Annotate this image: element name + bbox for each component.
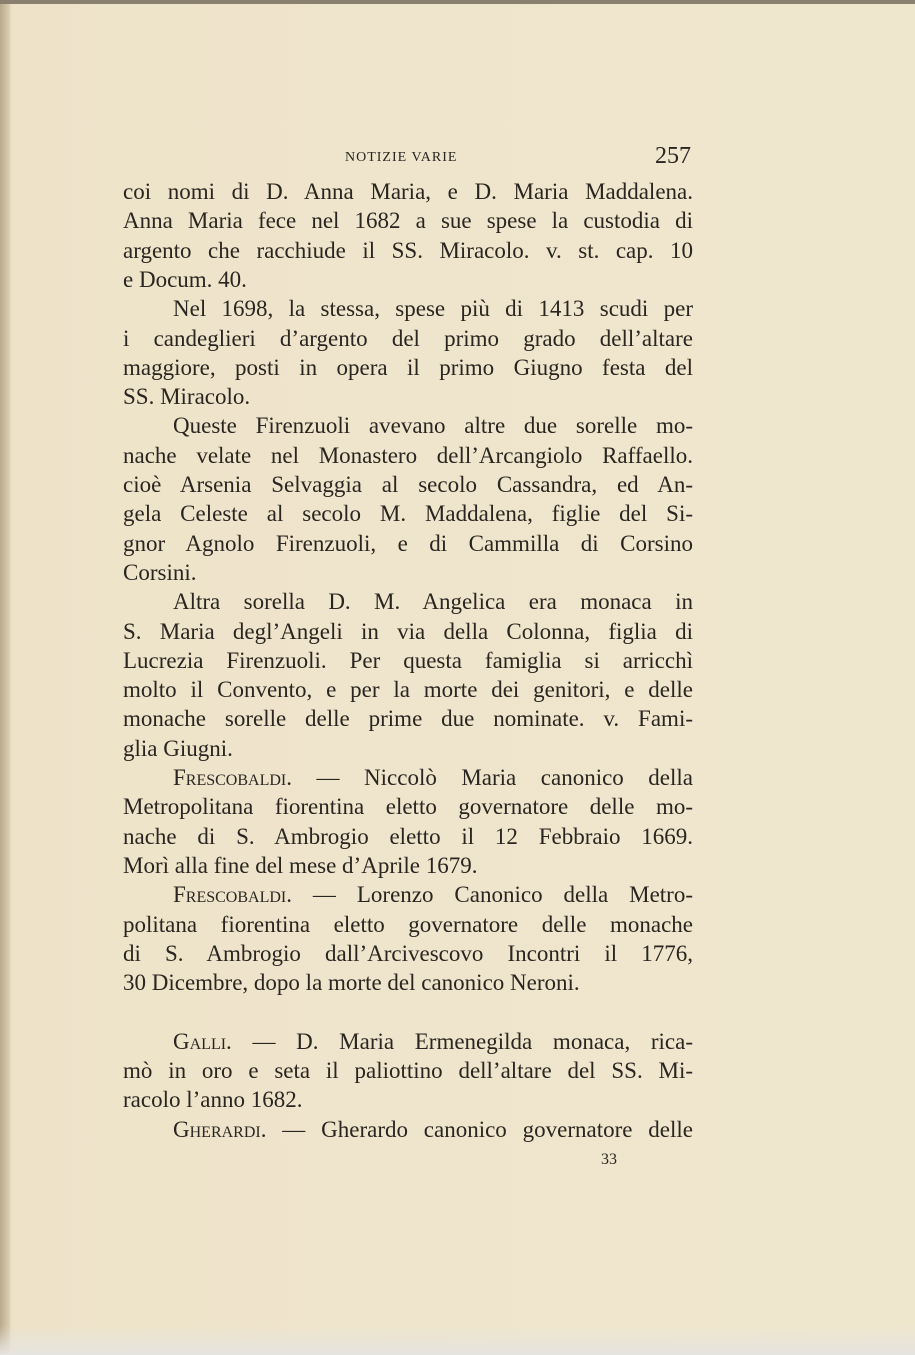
page-number: 257 [655,143,691,169]
line-text: politana fiorentina eletto governatore delle monache [123,911,693,937]
text-line [123,851,693,880]
text-line [123,265,693,294]
text-line [123,324,693,353]
line-text: mò in oro e seta il paliottino dell’altare del SS. Mi- [123,1058,693,1083]
line-text: e Docum. 40. [123,266,247,292]
text-line [123,558,693,587]
text-line [123,1056,693,1085]
line-text: argento che racchiude il SS. Miracolo. v. st. cap. 10 [123,237,693,263]
line-text: racolo l’anno 1682. [123,1087,303,1113]
text-line [123,910,693,939]
signature-mark: 33 [601,1151,617,1168]
text-line [123,734,693,763]
entry-surname: Galli. [173,1028,232,1054]
line-text: monache sorelle delle prime due nominate. v. Fami- [123,706,693,732]
text-line [123,353,693,382]
scan-bottom-edge [0,1325,915,1355]
entry-surname: Frescobaldi. [173,882,292,908]
text-line [123,792,693,821]
line-text: Metropolitana fiorentina eletto governatore delle mo- [123,794,693,820]
text-line [123,704,693,733]
scan-border [0,0,915,4]
line-text: — D. Maria Ermenegilda monaca, rica- [231,1028,693,1054]
text-line [123,763,693,792]
text-line [123,177,693,206]
text-line [123,441,693,470]
line-text: i candeglieri d’argento del primo grado dell’altare [123,325,693,351]
line-text: glia Giugni. [123,735,233,761]
line-text: — Gherardo canonico governatore delle [266,1116,693,1142]
line-text: Anna Maria fece nel 1682 a sue spese la custodia di [123,208,693,234]
text-line [123,470,693,499]
line-text: nache di S. Ambrogio eletto il 12 Febbraio 1669. [123,823,693,849]
line-text: Queste Firenzuoli avevano altre due sorelle mo- [173,413,693,439]
text-line [123,617,693,646]
entry-surname: Frescobaldi. [173,765,292,790]
text-line [123,529,693,558]
text-line [123,1027,693,1056]
text-line [123,206,693,235]
text-line [123,822,693,851]
line-text: coi nomi di D. Anna Maria, e D. Maria Maddalena. [123,179,693,204]
line-text: Corsini. [123,559,197,585]
line-text: di S. Ambrogio dall’Arcivescovo Incontri il 1776, [123,940,693,966]
text-line [123,411,693,440]
line-text: — Lorenzo Canonico della Metro- [292,882,693,908]
line-text: Nel 1698, la stessa, spese più di 1413 scudi per [173,296,693,322]
line-text: cioè Arsenia Selvaggia al secolo Cassandra, ed An- [123,472,693,497]
line-text: Morì alla fine del mese d’Aprile 1679. [123,852,478,878]
entry-surname: Gherardi. [173,1116,267,1142]
line-text: gnor Agnolo Firenzuoli, e di Cammilla di Corsino [123,530,693,556]
text-line [123,587,693,616]
text-line [123,675,693,704]
running-title: NOTIZIE VARIE [345,150,458,165]
text-line [123,646,693,675]
line-text: gela Celeste al secolo M. Maddalena, figlie del Si- [123,501,693,527]
line-text: maggiore, posti in opera il primo Giugno festa del [123,354,693,380]
text-line [123,1115,693,1144]
text-line [123,382,693,411]
text-line [123,968,693,997]
text-line [123,880,693,909]
text-line [123,499,693,528]
line-text: molto il Convento, e per la morte dei genitori, e delle [123,677,693,703]
line-text: SS. Miracolo. [123,384,251,410]
text-line [123,236,693,265]
line-text: Lucrezia Firenzuoli. Per questa famiglia si arricchì [123,647,693,673]
line-text: S. Maria degl’Angeli in via della Colonna, figlia di [123,618,693,644]
line-text: — Niccolò Maria canonico della [292,765,693,790]
line-text: nache velate nel Monastero dell’Arcangiolo Raffaello. [123,442,693,468]
text-line [123,1085,693,1114]
page-edge [0,0,10,1355]
line-text: 30 Dicembre, dopo la morte del canonico Neroni. [123,970,580,996]
text-line [123,294,693,323]
text-line [123,939,693,968]
line-text: Altra sorella D. M. Angelica era monaca in [173,589,693,615]
